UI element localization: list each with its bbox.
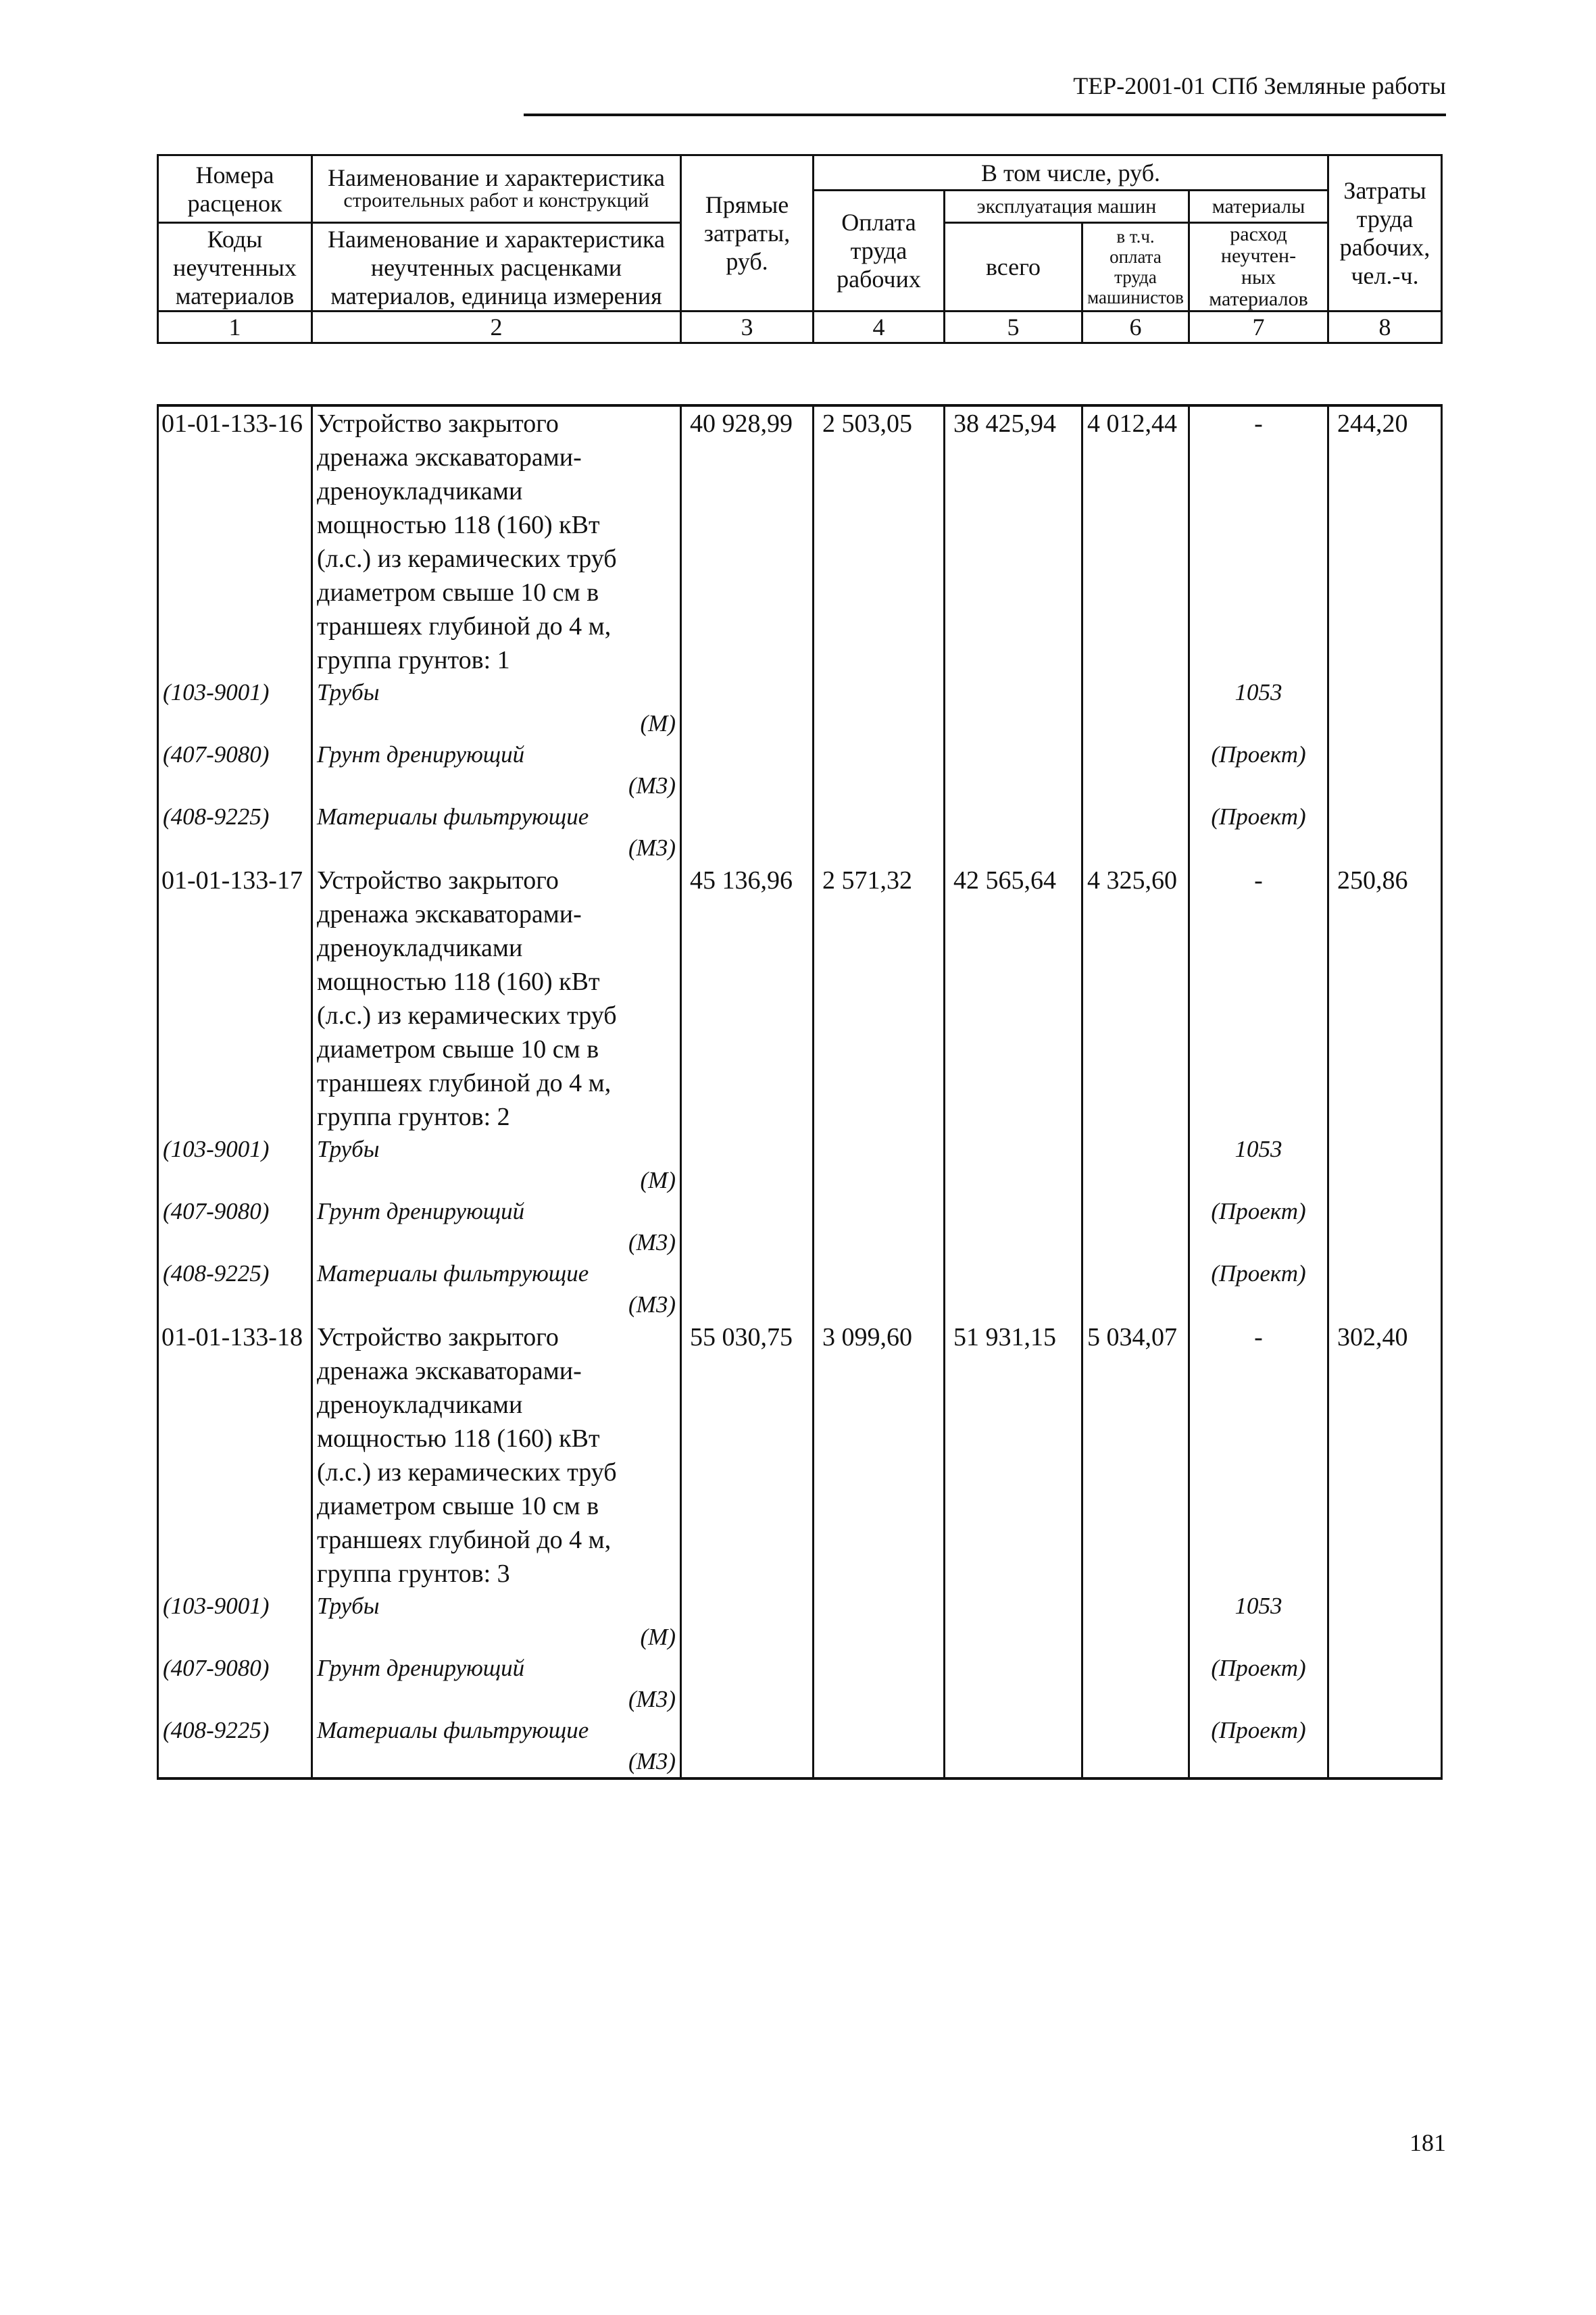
hdr-name-bottom: Наименование и характеристика неучтенных расценками материалов, единица измерения — [312, 223, 681, 312]
empty-cell — [681, 1715, 814, 1778]
rate-code: 01-01-133-16 — [158, 405, 312, 677]
hdr-materials-consumption: расход неучтен- ных материалов — [1189, 223, 1328, 312]
description-line: дренажа экскаваторами- — [317, 443, 582, 472]
machinists-pay: 4 012,44 — [1082, 405, 1189, 677]
description-line: дреноукладчиками — [317, 477, 523, 505]
material-consumption: (Проект) — [1189, 1258, 1328, 1320]
empty-cell — [945, 1653, 1082, 1715]
description-line: (л.с.) из керамических труб — [317, 545, 617, 573]
empty-cell — [814, 677, 945, 739]
hdr-group: В том числе, руб. — [814, 155, 1328, 191]
material-code: (407-9080) — [158, 1653, 312, 1715]
material-code: (407-9080) — [158, 739, 312, 801]
description-line: диаметром свыше 10 см в — [317, 578, 599, 607]
empty-cell — [681, 677, 814, 739]
material-name-cell — [312, 677, 681, 739]
col-number: 2 — [312, 312, 681, 343]
material-code: (408-9225) — [158, 801, 312, 864]
material-name: Материалы фильтрующие — [317, 1260, 589, 1287]
hdr-codes-bottom: Коды неучтенных материалов — [158, 223, 312, 312]
empty-cell — [814, 801, 945, 864]
description-line: мощностью 118 (160) кВт — [317, 1424, 600, 1453]
empty-cell — [814, 1653, 945, 1715]
material-unit: (М3) — [628, 835, 676, 861]
rate-description — [312, 864, 681, 1134]
running-header: ТЕР-2001-01 СПб Земляные работы — [1073, 72, 1446, 99]
empty-cell — [945, 801, 1082, 864]
empty-cell — [681, 1134, 814, 1196]
empty-cell — [945, 1134, 1082, 1196]
empty-cell — [814, 1134, 945, 1196]
empty-cell — [681, 1196, 814, 1258]
page-number: 181 — [1410, 2129, 1446, 2156]
material-name-cell — [312, 1653, 681, 1715]
empty-cell — [681, 1258, 814, 1320]
material-code: (408-9225) — [158, 1715, 312, 1778]
material-code: (407-9080) — [158, 1196, 312, 1258]
empty-cell — [1082, 1591, 1189, 1653]
material-consumption: 1053 — [1189, 677, 1328, 739]
empty-cell — [1082, 1653, 1189, 1715]
hdr-machines: эксплуатация машин — [945, 191, 1189, 223]
material-code: (408-9225) — [158, 1258, 312, 1320]
direct-costs: 40 928,99 — [681, 405, 814, 677]
description-line: траншеях глубиной до 4 м, — [317, 1526, 612, 1554]
material-name-cell — [312, 1591, 681, 1653]
empty-cell — [1328, 1715, 1442, 1778]
material-name: Трубы — [317, 1136, 380, 1162]
description-line: (л.с.) из керамических труб — [317, 1001, 617, 1030]
material-row — [158, 1591, 1442, 1653]
material-unit: (М3) — [628, 1748, 676, 1774]
labor-hours: 244,20 — [1328, 405, 1442, 677]
material-name: Грунт дренирующий — [317, 1655, 525, 1681]
hdr-direct-costs: Прямые затраты, руб. — [681, 155, 814, 312]
description-line: группа грунтов: 1 — [317, 646, 510, 674]
labor-pay: 2 503,05 — [814, 405, 945, 677]
description-line: Устройство закрытого — [317, 409, 559, 438]
material-name: Грунт дренирующий — [317, 1198, 525, 1224]
empty-cell — [814, 739, 945, 801]
material-name: Материалы фильтрующие — [317, 1717, 589, 1743]
material-consumption: (Проект) — [1189, 1715, 1328, 1778]
labor-pay: 2 571,32 — [814, 864, 945, 1134]
material-name-cell — [312, 1258, 681, 1320]
table-header — [157, 154, 1443, 344]
col-number: 5 — [945, 312, 1082, 343]
col-number: 7 — [1189, 312, 1328, 343]
empty-cell — [945, 739, 1082, 801]
material-name-cell — [312, 801, 681, 864]
description-line: дреноукладчиками — [317, 1391, 523, 1419]
empty-cell — [1328, 1653, 1442, 1715]
col-number: 4 — [814, 312, 945, 343]
empty-cell — [945, 1591, 1082, 1653]
description-line: диаметром свыше 10 см в — [317, 1035, 599, 1064]
material-consumption: 1053 — [1189, 1591, 1328, 1653]
empty-cell — [1328, 1258, 1442, 1320]
empty-cell — [814, 1196, 945, 1258]
material-unit: (М3) — [628, 1291, 676, 1318]
empty-cell — [1328, 739, 1442, 801]
empty-cell — [1328, 1196, 1442, 1258]
empty-cell — [1082, 801, 1189, 864]
material-name-cell — [312, 1715, 681, 1778]
description-line: дреноукладчиками — [317, 934, 523, 962]
hdr-labor-hours: Затраты труда рабочих, чел.-ч. — [1328, 155, 1442, 312]
description-line: дренажа экскаваторами- — [317, 900, 582, 928]
table-row — [158, 405, 1442, 677]
material-code: (103-9001) — [158, 677, 312, 739]
description-line: группа грунтов: 3 — [317, 1560, 510, 1588]
material-consumption: (Проект) — [1189, 1196, 1328, 1258]
empty-cell — [814, 1715, 945, 1778]
direct-costs: 45 136,96 — [681, 864, 814, 1134]
hdr-codes-top: Номера расценок — [158, 155, 312, 223]
empty-cell — [1082, 1258, 1189, 1320]
rate-description — [312, 1320, 681, 1591]
material-consumption: 1053 — [1189, 1134, 1328, 1196]
material-row — [158, 1653, 1442, 1715]
hdr-labor-pay: Оплата труда рабочих — [814, 191, 945, 312]
description-line: Устройство закрытого — [317, 866, 559, 895]
machines-total: 51 931,15 — [945, 1320, 1082, 1591]
material-row — [158, 1134, 1442, 1196]
empty-cell — [1328, 677, 1442, 739]
machinists-pay: 5 034,07 — [1082, 1320, 1189, 1591]
materials-value: - — [1189, 1320, 1328, 1591]
machines-total: 38 425,94 — [945, 405, 1082, 677]
material-unit: (М) — [640, 1624, 676, 1650]
machinists-pay: 4 325,60 — [1082, 864, 1189, 1134]
material-name: Грунт дренирующий — [317, 741, 525, 768]
description-line: диаметром свыше 10 см в — [317, 1492, 599, 1520]
material-row — [158, 1715, 1442, 1778]
material-row — [158, 739, 1442, 801]
description-line: дренажа экскаваторами- — [317, 1357, 582, 1385]
empty-cell — [681, 1653, 814, 1715]
material-consumption: (Проект) — [1189, 739, 1328, 801]
material-name-cell — [312, 1134, 681, 1196]
empty-cell — [814, 1591, 945, 1653]
description-line: Устройство закрытого — [317, 1323, 559, 1351]
material-unit: (М3) — [628, 1229, 676, 1255]
empty-cell — [1082, 1134, 1189, 1196]
material-unit: (М) — [640, 710, 676, 737]
empty-cell — [681, 1591, 814, 1653]
material-unit: (М3) — [628, 772, 676, 799]
empty-cell — [945, 1715, 1082, 1778]
rate-description — [312, 405, 681, 677]
material-name-cell — [312, 739, 681, 801]
hdr-materials: материалы — [1189, 191, 1328, 223]
material-consumption: (Проект) — [1189, 1653, 1328, 1715]
col-number: 6 — [1082, 312, 1189, 343]
material-row — [158, 1258, 1442, 1320]
hdr-machines-total: всего — [945, 223, 1082, 312]
materials-value: - — [1189, 864, 1328, 1134]
hdr-name-top: Наименование и характеристика строительных работ и конструкций — [312, 155, 681, 223]
material-unit: (М3) — [628, 1686, 676, 1712]
empty-cell — [1328, 1134, 1442, 1196]
material-consumption: (Проект) — [1189, 801, 1328, 864]
empty-cell — [945, 1258, 1082, 1320]
description-line: мощностью 118 (160) кВт — [317, 968, 600, 996]
empty-cell — [1328, 1591, 1442, 1653]
rates-table — [157, 404, 1443, 1780]
empty-cell — [814, 1258, 945, 1320]
col-number: 3 — [681, 312, 814, 343]
table-row — [158, 864, 1442, 1134]
material-row — [158, 677, 1442, 739]
materials-value: - — [1189, 405, 1328, 677]
description-line: траншеях глубиной до 4 м, — [317, 1069, 612, 1097]
material-code: (103-9001) — [158, 1591, 312, 1653]
description-line: мощностью 118 (160) кВт — [317, 511, 600, 539]
header-rule — [524, 114, 1446, 116]
labor-pay: 3 099,60 — [814, 1320, 945, 1591]
description-line: группа грунтов: 2 — [317, 1103, 510, 1131]
col-number: 8 — [1328, 312, 1442, 343]
material-name-cell — [312, 1196, 681, 1258]
material-row — [158, 1196, 1442, 1258]
empty-cell — [1082, 1715, 1189, 1778]
direct-costs: 55 030,75 — [681, 1320, 814, 1591]
empty-cell — [1328, 801, 1442, 864]
empty-cell — [1082, 677, 1189, 739]
material-name: Трубы — [317, 679, 380, 705]
rate-code: 01-01-133-18 — [158, 1320, 312, 1591]
empty-cell — [945, 1196, 1082, 1258]
material-code: (103-9001) — [158, 1134, 312, 1196]
empty-cell — [681, 739, 814, 801]
rate-code: 01-01-133-17 — [158, 864, 312, 1134]
empty-cell — [945, 677, 1082, 739]
material-name: Трубы — [317, 1593, 380, 1619]
empty-cell — [1082, 739, 1189, 801]
table-row — [158, 1320, 1442, 1591]
labor-hours: 250,86 — [1328, 864, 1442, 1134]
machines-total: 42 565,64 — [945, 864, 1082, 1134]
material-name: Материалы фильтрующие — [317, 803, 589, 830]
empty-cell — [1082, 1196, 1189, 1258]
col-number: 1 — [158, 312, 312, 343]
hdr-machinists-pay: в т.ч. оплата труда машинистов — [1082, 223, 1189, 312]
empty-cell — [681, 801, 814, 864]
material-row — [158, 801, 1442, 864]
description-line: траншеях глубиной до 4 м, — [317, 612, 612, 641]
material-unit: (М) — [640, 1167, 676, 1193]
labor-hours: 302,40 — [1328, 1320, 1442, 1591]
description-line: (л.с.) из керамических труб — [317, 1458, 617, 1487]
